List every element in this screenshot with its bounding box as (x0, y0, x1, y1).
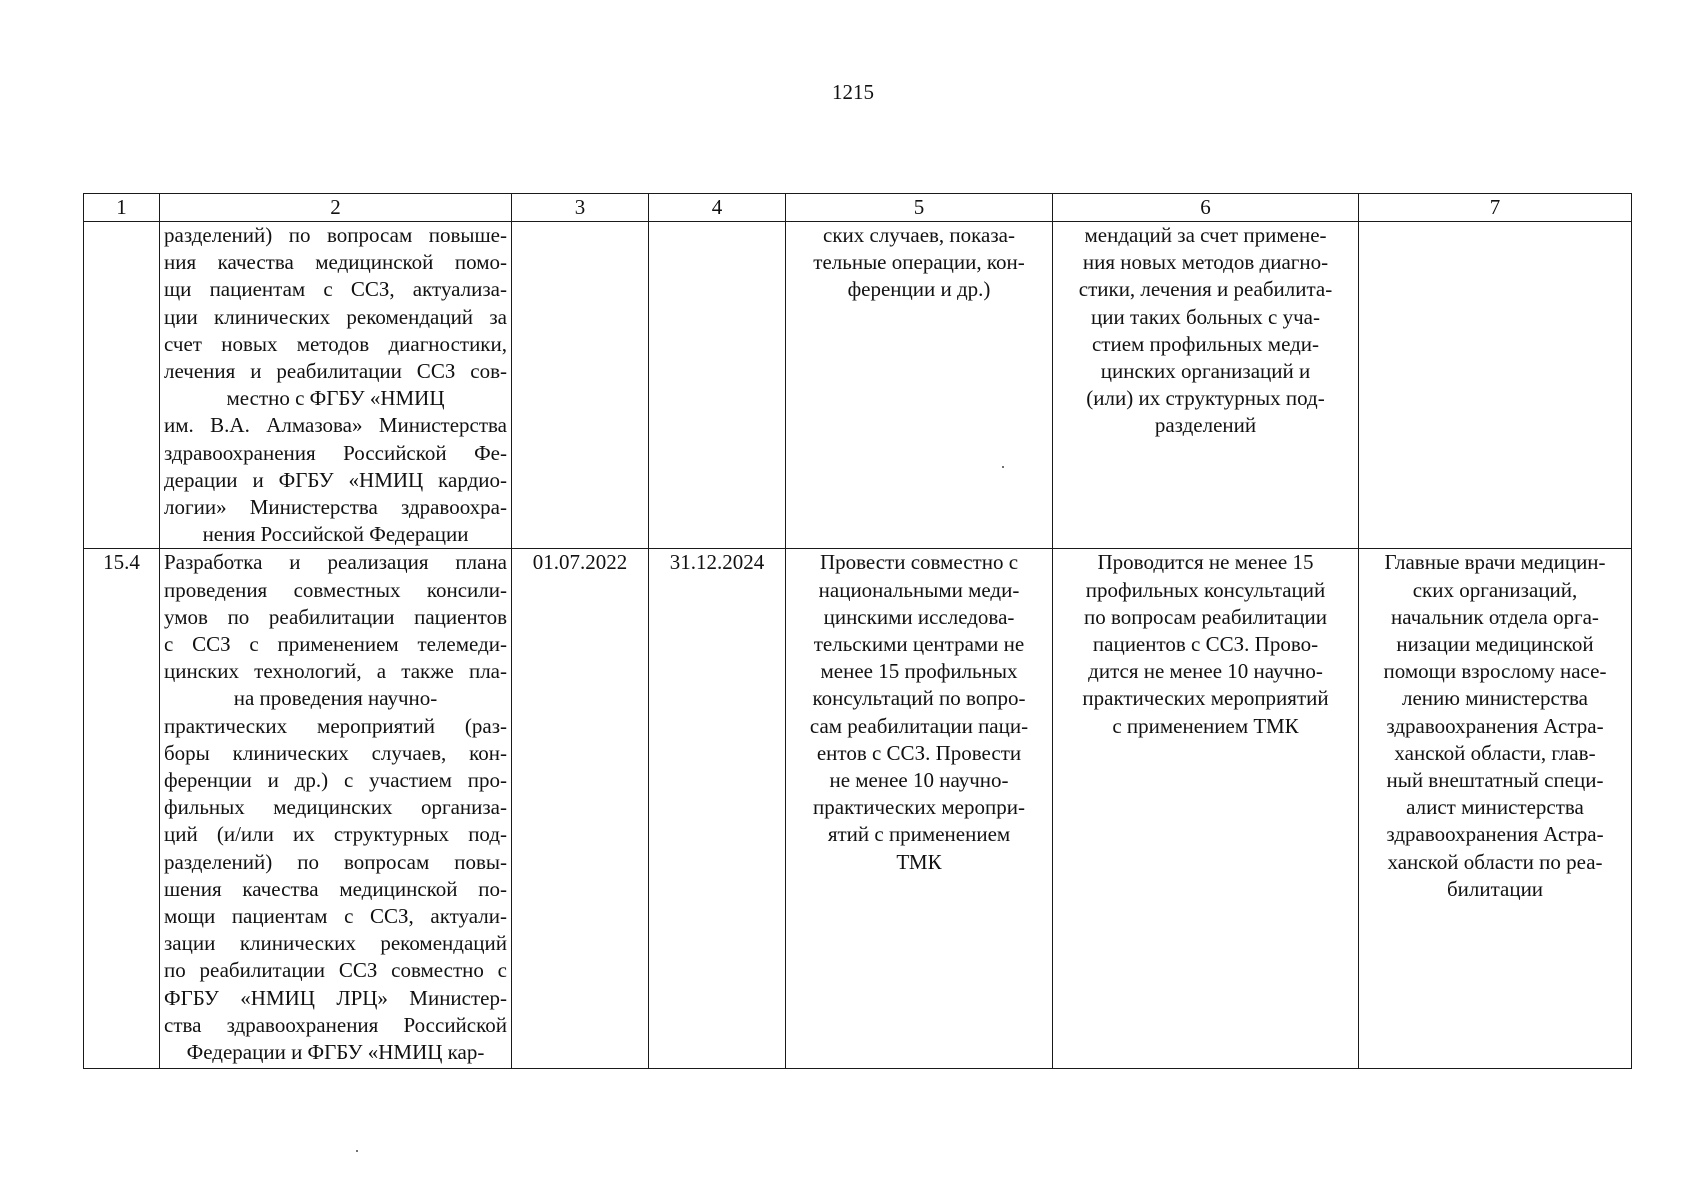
cell-text-line: Главные врачи медицин- (1384, 550, 1606, 575)
cell-text-line: начальник отдела орга- (1391, 604, 1599, 629)
cell-text-line: ный внештатный специ- (1386, 768, 1604, 793)
responsible-persons (1359, 549, 1632, 1069)
column-header: 6 (1053, 194, 1359, 222)
cell-text-line: профильных консультаций (1085, 577, 1326, 602)
cell-text-line: ференции и др.) (847, 277, 991, 302)
cell-text-line: ния новых методов диагно- (1082, 250, 1329, 275)
cell-text-line: зации клинических рекомендаций (164, 931, 507, 956)
end-date (649, 222, 786, 549)
cell-text-line: ханской области по реа- (1387, 849, 1603, 874)
cell-text-line: разделений (1154, 413, 1257, 438)
cell-text-line: здравоохранения Российской Фе- (164, 440, 507, 465)
expected-result (786, 222, 1053, 549)
cell-text-line: Проводится не менее 15 (1097, 550, 1314, 575)
cell-text-line: счет новых методов диагностики, (164, 331, 507, 356)
cell-text-line: ентов с ССЗ. Провести (816, 740, 1022, 765)
row-number (84, 222, 160, 549)
cell-text-line: сам реабилитации паци- (809, 713, 1029, 738)
cell-text-line: им. В.А. Алмазова» Министерства (164, 413, 507, 438)
cell-text-line: лечения и реабилитации ССЗ сов- (164, 359, 507, 384)
column-header-row (84, 194, 1632, 222)
cell-text-line: ФГБУ «НМИЦ ЛРЦ» Министер- (164, 985, 507, 1010)
cell-text-line: разделений) по вопросам повыше- (164, 223, 507, 247)
plan-table (83, 193, 1632, 1069)
performance-indicator (1053, 222, 1359, 549)
responsible-persons (1359, 222, 1632, 549)
cell-text-line: алист министерства (1406, 795, 1584, 820)
cell-text-line: ТМК (896, 849, 942, 874)
column-header: 4 (649, 194, 786, 222)
cell-text-line: с ССЗ с применением телемеди- (164, 632, 507, 657)
cell-text-line: помощи взрослому насе- (1383, 659, 1607, 684)
cell-text-line: боры клинических случаев, кон- (164, 740, 507, 765)
performance-indicator (1053, 549, 1359, 1069)
column-header: 1 (84, 194, 160, 222)
cell-text-line: низации медицинской (1396, 632, 1594, 657)
cell-text-line: ских случаев, показа- (823, 223, 1015, 247)
cell-text-line: лению министерства (1402, 686, 1588, 711)
cell-text-line: консультаций по вопро- (812, 686, 1026, 711)
cell-text-line: ции клинических рекомендаций за (164, 304, 507, 329)
cell-text-line: умов по реабилитации пациентов (164, 604, 507, 629)
cell-text-line: стием профильных меди- (1091, 331, 1320, 356)
cell-text-line: ханской области, глав- (1394, 740, 1596, 765)
scan-speck (1002, 466, 1004, 468)
page-number: 1215 (832, 80, 874, 104)
cell-text-line: тельскими центрами не (813, 632, 1025, 657)
cell-text-line: цинских технологий, а также пла- (164, 659, 507, 684)
cell-text-line: ции таких больных с уча- (1091, 304, 1320, 329)
start-date: 01.07.2022 (512, 549, 649, 1069)
cell-text-line: Федерации и ФГБУ «НМИЦ кар- (186, 1040, 485, 1065)
cell-text-line: ятий с применением (827, 822, 1011, 847)
cell-text-line: нения Российской Федерации (202, 522, 469, 547)
cell-text-line: ских организаций, (1412, 577, 1578, 602)
cell-text-line: цинскими исследова- (823, 604, 1015, 629)
cell-text-line: разделений) по вопросам повы- (164, 849, 507, 874)
cell-text-line: дерации и ФГБУ «НМИЦ кардио- (164, 467, 507, 492)
cell-text-line: Провести совместно с (819, 550, 1019, 575)
cell-text-line: ства здравоохранения Российской (164, 1012, 507, 1037)
cell-text-line: щи пациентам с ССЗ, актуализа- (164, 277, 507, 302)
cell-text-line: мендаций за счет примене- (1084, 223, 1327, 247)
cell-text-line: практических мероприятий (раз- (164, 713, 507, 738)
cell-text-line: фильных медицинских организа- (164, 795, 507, 820)
activity-description (160, 222, 512, 549)
cell-text-line: ций (и/или их структурных под- (164, 822, 507, 847)
cell-text-line: пациентов с ССЗ. Прово- (1092, 632, 1319, 657)
column-header: 5 (786, 194, 1053, 222)
cell-text-line: проведения совместных консили- (164, 577, 507, 602)
scan-speck (356, 1150, 358, 1152)
cell-text-line: ференции и др.) с участием про- (164, 768, 507, 793)
cell-text-line: здравоохранения Астра- (1386, 822, 1604, 847)
start-date (512, 222, 649, 549)
cell-text-line: практических меропри- (813, 795, 1025, 820)
cell-text-line: мощи пациентам с ССЗ, актуали- (164, 904, 507, 929)
table-row (84, 549, 1632, 1069)
cell-text-line: билитации (1446, 876, 1544, 901)
cell-text-line: (или) их структурных под- (1086, 386, 1325, 411)
cell-text-line: цинских организаций и (1100, 359, 1311, 384)
cell-text-line: по реабилитации ССЗ совместно с (164, 958, 507, 983)
cell-text-line: на проведения научно- (233, 686, 438, 711)
cell-text-line: тельные операции, кон- (813, 250, 1025, 275)
cell-text-line: шения качества медицинской по- (164, 876, 507, 901)
cell-text-line: менее 15 профильных (820, 659, 1018, 684)
cell-text-line: национальными меди- (818, 577, 1020, 602)
cell-text-line: Разработка и реализация плана (164, 550, 507, 575)
end-date: 31.12.2024 (649, 549, 786, 1069)
row-number: 15.4 (84, 549, 160, 1069)
cell-text-line: здравоохранения Астра- (1386, 713, 1604, 738)
cell-text-line: ния качества медицинской помо- (164, 250, 507, 275)
column-header: 3 (512, 194, 649, 222)
cell-text-line: не менее 10 научно- (829, 768, 1009, 793)
cell-text-line: с применением ТМК (1112, 713, 1299, 738)
cell-text-line: дится не менее 10 научно- (1088, 659, 1323, 684)
expected-result (786, 549, 1053, 1069)
activity-description (160, 549, 512, 1069)
cell-text-line: местно с ФГБУ «НМИЦ (226, 386, 445, 411)
cell-text-line: по вопросам реабилитации (1084, 604, 1327, 629)
column-header: 2 (160, 194, 512, 222)
table-row (84, 222, 1632, 549)
cell-text-line: логии» Министерства здравоохра- (164, 495, 507, 520)
column-header: 7 (1359, 194, 1632, 222)
cell-text-line: практических мероприятий (1082, 686, 1329, 711)
cell-text-line: стики, лечения и реабилита- (1078, 277, 1333, 302)
